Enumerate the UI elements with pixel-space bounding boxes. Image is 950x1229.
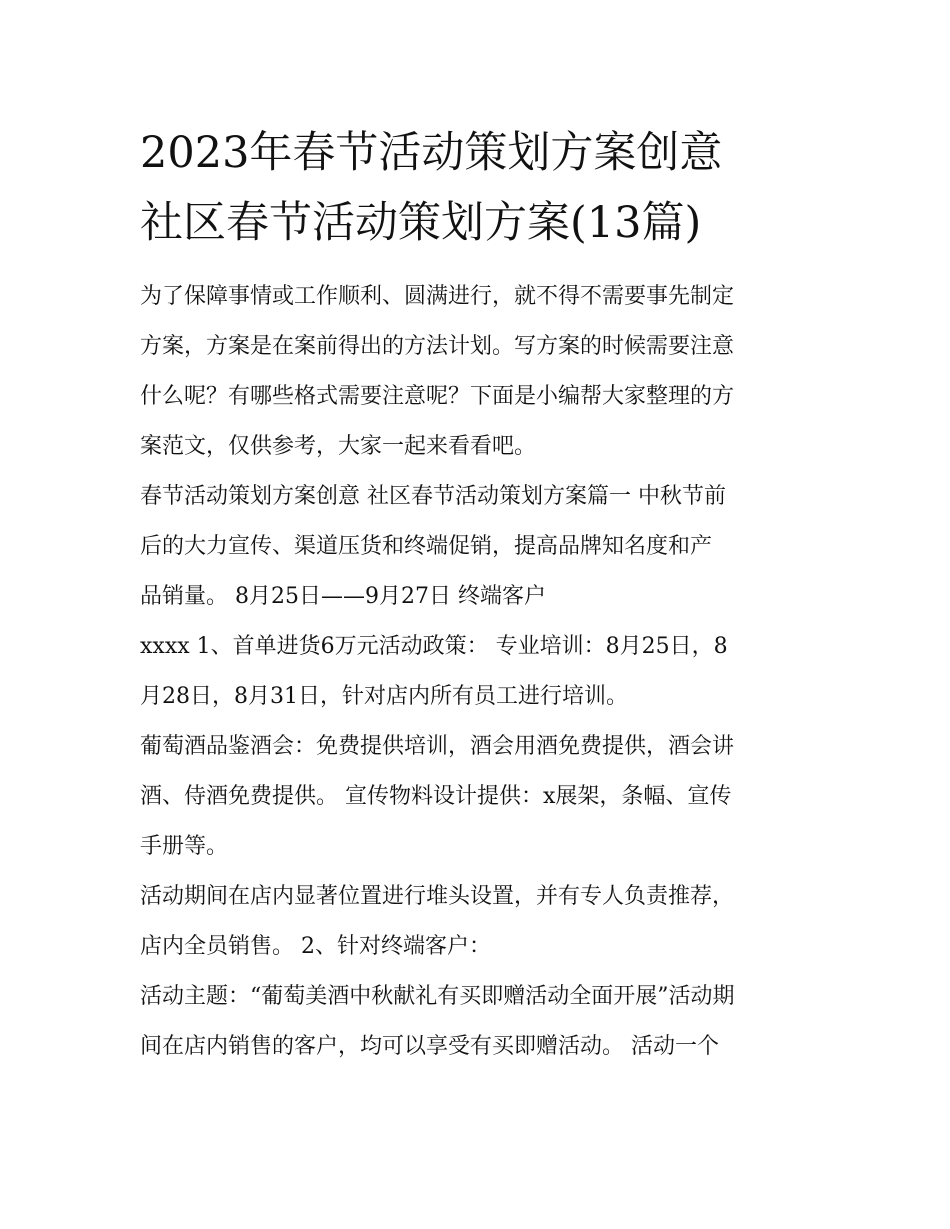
document-content <box>140 118 820 1072</box>
text-line: 品销量。 8月25日——9月27日 终端客户 <box>140 584 546 609</box>
text-line: xxxx 1、首单进货6万元活动政策： 专业培训：8月25日，8 <box>140 634 728 659</box>
text-line: 什么呢？有哪些格式需要注意呢？下面是小编帮大家整理的方 <box>140 384 735 409</box>
text-line: 店内全员销售。 2、针对终端客户： <box>140 934 491 959</box>
paragraph-intro <box>140 272 820 472</box>
title-line-2: 社区春节活动策划方案(13篇) <box>140 198 702 248</box>
document-title <box>140 118 820 258</box>
paragraph-section-1 <box>140 472 820 622</box>
text-line: 案范文，仅供参考，大家一起来看看吧。 <box>140 434 537 459</box>
text-line: 活动主题：“葡萄美酒中秋献礼有买即赠活动全面开展”活动期 <box>140 984 735 1009</box>
paragraph-policy <box>140 622 820 722</box>
text-line: 活动期间在店内显著位置进行堆头设置，并有专人负责推荐， <box>140 884 735 909</box>
document-body <box>140 272 820 1072</box>
text-line: 葡萄酒品鉴酒会：免费提供培训，酒会用酒免费提供，酒会讲 <box>140 734 735 759</box>
text-line: 后的大力宣传、渠道压货和终端促销，提高品牌知名度和产 <box>140 534 713 559</box>
paragraph-store-display <box>140 872 820 972</box>
title-line-1: 2023年春节活动策划方案创意 <box>140 128 723 178</box>
paragraph-theme <box>140 972 820 1072</box>
text-line: 方案，方案是在案前得出的方法计划。写方案的时候需要注意 <box>140 334 735 359</box>
text-line: 手册等。 <box>140 834 229 859</box>
paragraph-wine-tasting <box>140 722 820 872</box>
text-line: 春节活动策划方案创意 社区春节活动策划方案篇一 中秋节前 <box>140 484 726 509</box>
text-line: 为了保障事情或工作顺利、圆满进行，就不得不需要事先制定 <box>140 284 735 309</box>
text-line: 酒、侍酒免费提供。 宣传物料设计提供：x展架，条幅、宣传 <box>140 784 732 809</box>
text-line: 月28日，8月31日，针对店内所有员工进行培训。 <box>140 684 628 709</box>
text-line: 间在店内销售的客户，均可以享受有买即赠活动。 活动一个 <box>140 1034 719 1059</box>
